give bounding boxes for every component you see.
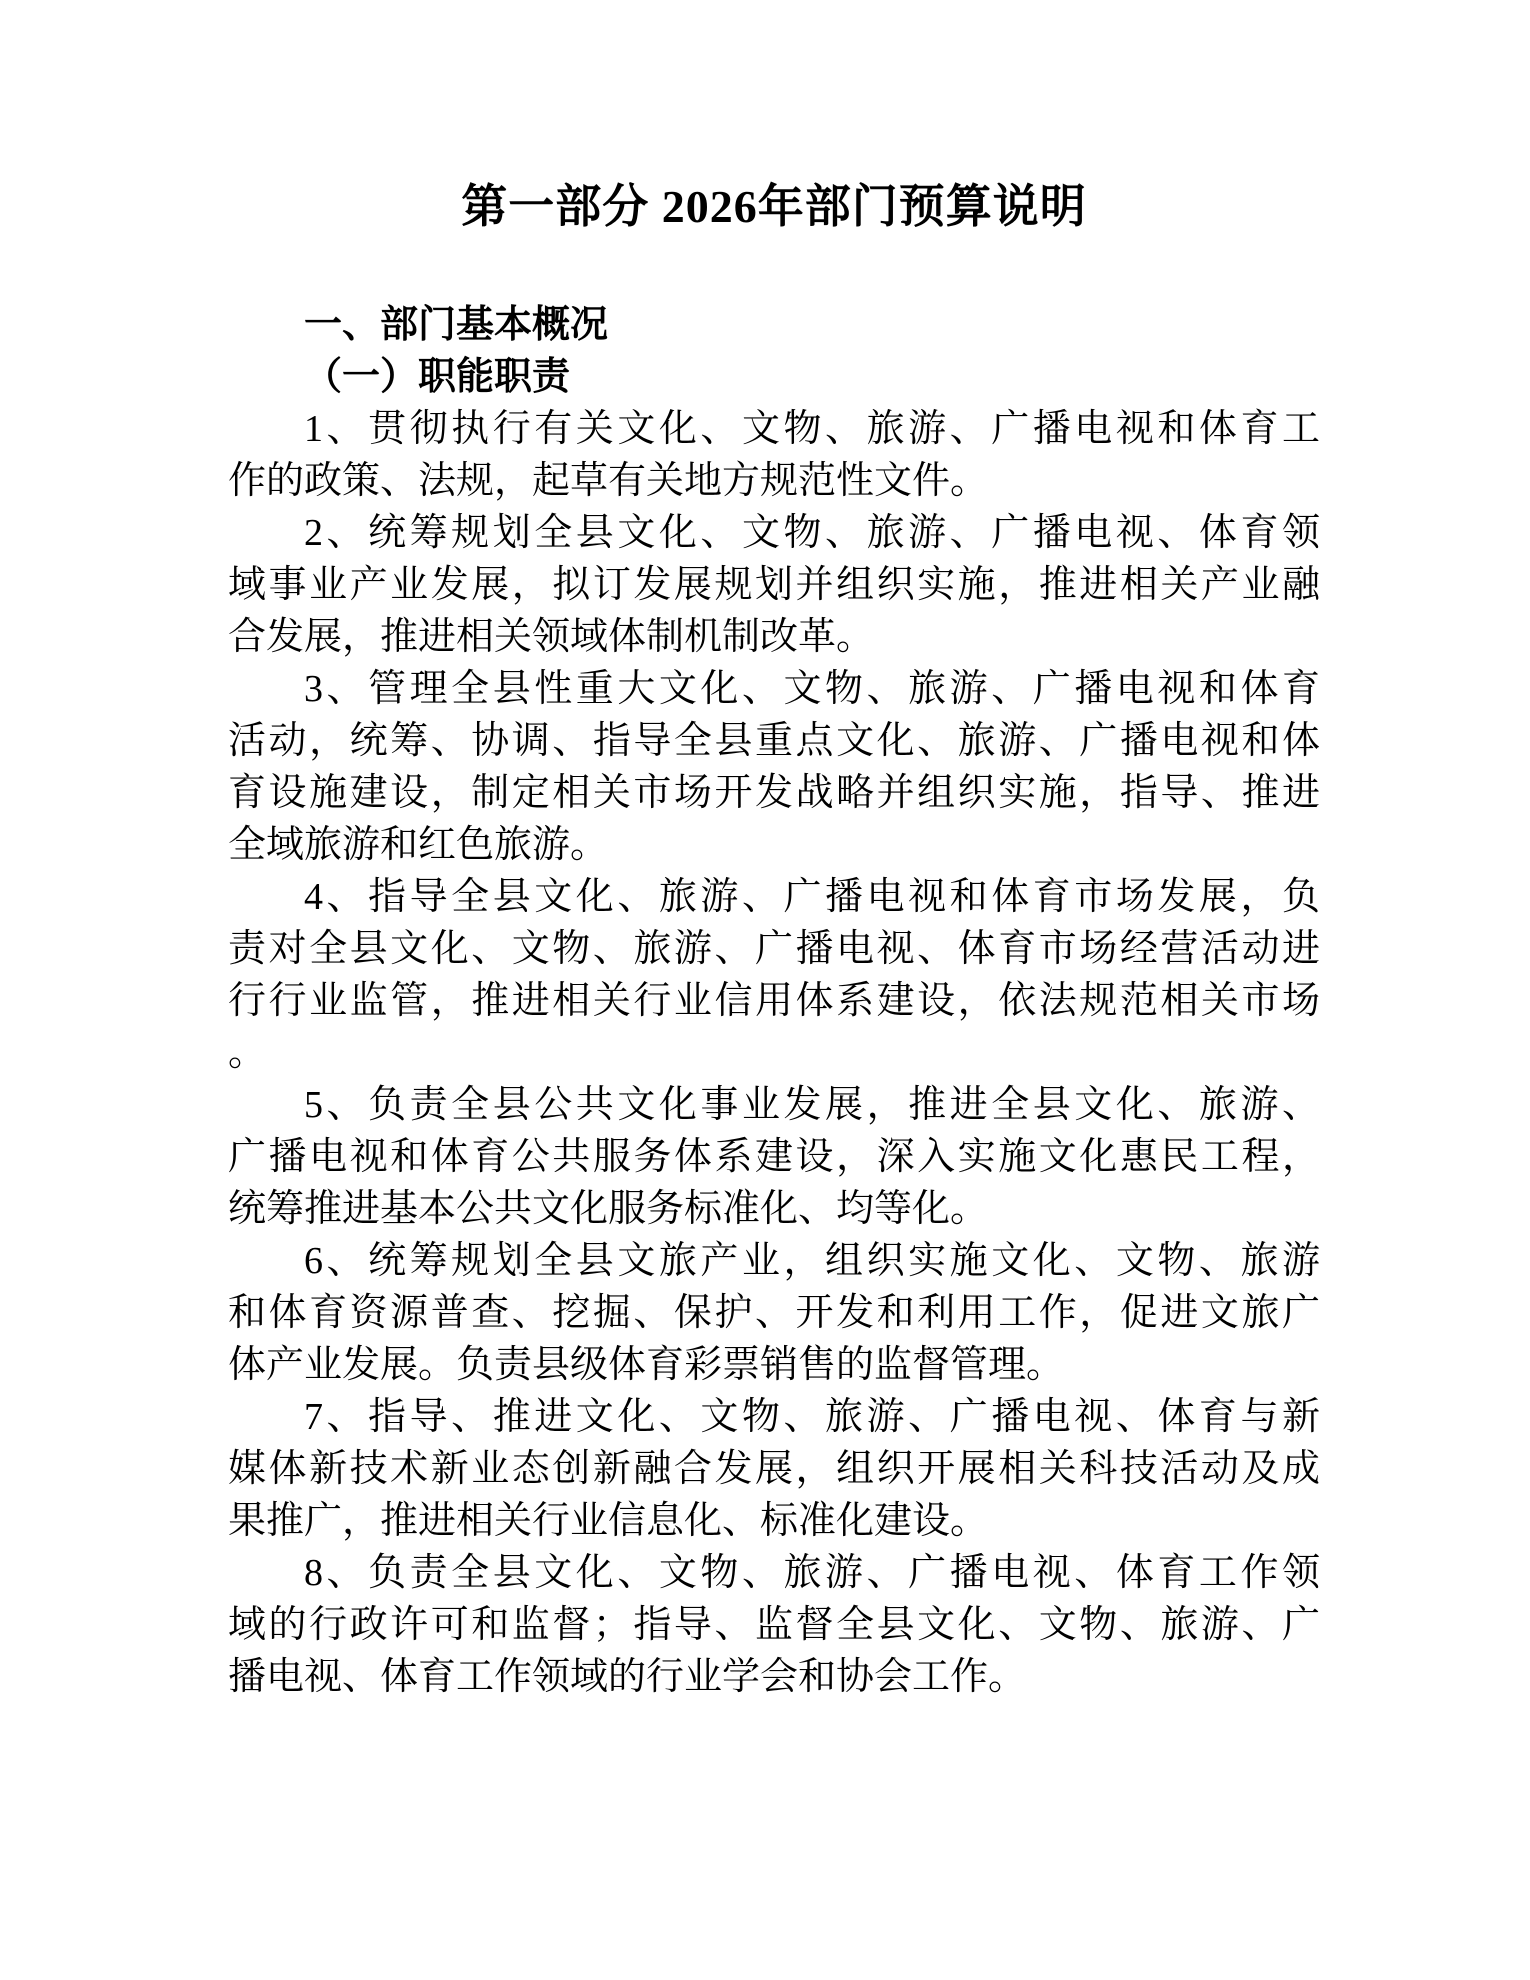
paragraph-6-line: 和体育资源普查、挖掘、保护、开发和利用工作，促进文旅广: [228, 1292, 1320, 1334]
paragraph-1-line: 1、贯彻执行有关文化、文物、旅游、广播电视和体育工: [304, 408, 1320, 450]
paragraph-2-line: 域事业产业发展，拟订发展规划并组织实施，推进相关产业融: [228, 564, 1320, 606]
paragraph-6-line: 6、统筹规划全县文旅产业，组织实施文化、文物、旅游: [304, 1240, 1320, 1282]
paragraph-4-line: 行行业监管，推进相关行业信用体系建设，依法规范相关市场: [228, 980, 1320, 1022]
section-heading: 一、部门基本概况: [304, 304, 609, 346]
paragraph-3-line: 活动，统筹、协调、指导全县重点文化、旅游、广播电视和体: [228, 720, 1320, 762]
paragraph-8-line: 域的行政许可和监督；指导、监督全县文化、文物、旅游、广: [228, 1604, 1320, 1646]
paragraph-1-line: 作的政策、法规，起草有关地方规范性文件。: [228, 460, 989, 502]
paragraph-4-line: 。: [228, 1032, 267, 1074]
paragraph-3-line: 3、管理全县性重大文化、文物、旅游、广播电视和体育: [304, 668, 1320, 710]
paragraph-2-line: 2、统筹规划全县文化、文物、旅游、广播电视、体育领: [304, 512, 1320, 554]
paragraph-5-line: 统筹推进基本公共文化服务标准化、均等化。: [228, 1188, 989, 1230]
subsection-heading: （一）职能职责: [304, 356, 571, 398]
paragraph-5-line: 5、负责全县公共文化事业发展，推进全县文化、旅游、: [304, 1084, 1320, 1126]
document-body: [228, 403, 1320, 1703]
paragraph-8-line: 播电视、体育工作领域的行业学会和协会工作。: [228, 1656, 1027, 1698]
paragraph-3-line: 全域旅游和红色旅游。: [228, 824, 609, 866]
paragraph-7-line: 媒体新技术新业态创新融合发展，组织开展相关科技活动及成: [228, 1448, 1320, 1490]
paragraph-7-line: 7、指导、推进文化、文物、旅游、广播电视、体育与新: [304, 1396, 1320, 1438]
paragraph-8-line: 8、负责全县文化、文物、旅游、广播电视、体育工作领: [304, 1552, 1320, 1594]
paragraph-7-line: 果推广，推进相关行业信息化、标准化建设。: [228, 1500, 989, 1542]
paragraph-2-line: 合发展，推进相关领域体制机制改革。: [228, 616, 875, 658]
document-title: 第一部分 2026年部门预算说明: [461, 181, 1087, 232]
paragraph-5-line: 广播电视和体育公共服务体系建设，深入实施文化惠民工程，: [228, 1136, 1320, 1178]
paragraph-4-line: 4、指导全县文化、旅游、广播电视和体育市场发展，负: [304, 876, 1320, 918]
paragraph-6-line: 体产业发展。负责县级体育彩票销售的监督管理。: [228, 1344, 1065, 1386]
paragraph-3-line: 育设施建设，制定相关市场开发战略并组织实施，指导、推进: [228, 772, 1320, 814]
paragraph-4-line: 责对全县文化、文物、旅游、广播电视、体育市场经营活动进: [228, 928, 1320, 970]
